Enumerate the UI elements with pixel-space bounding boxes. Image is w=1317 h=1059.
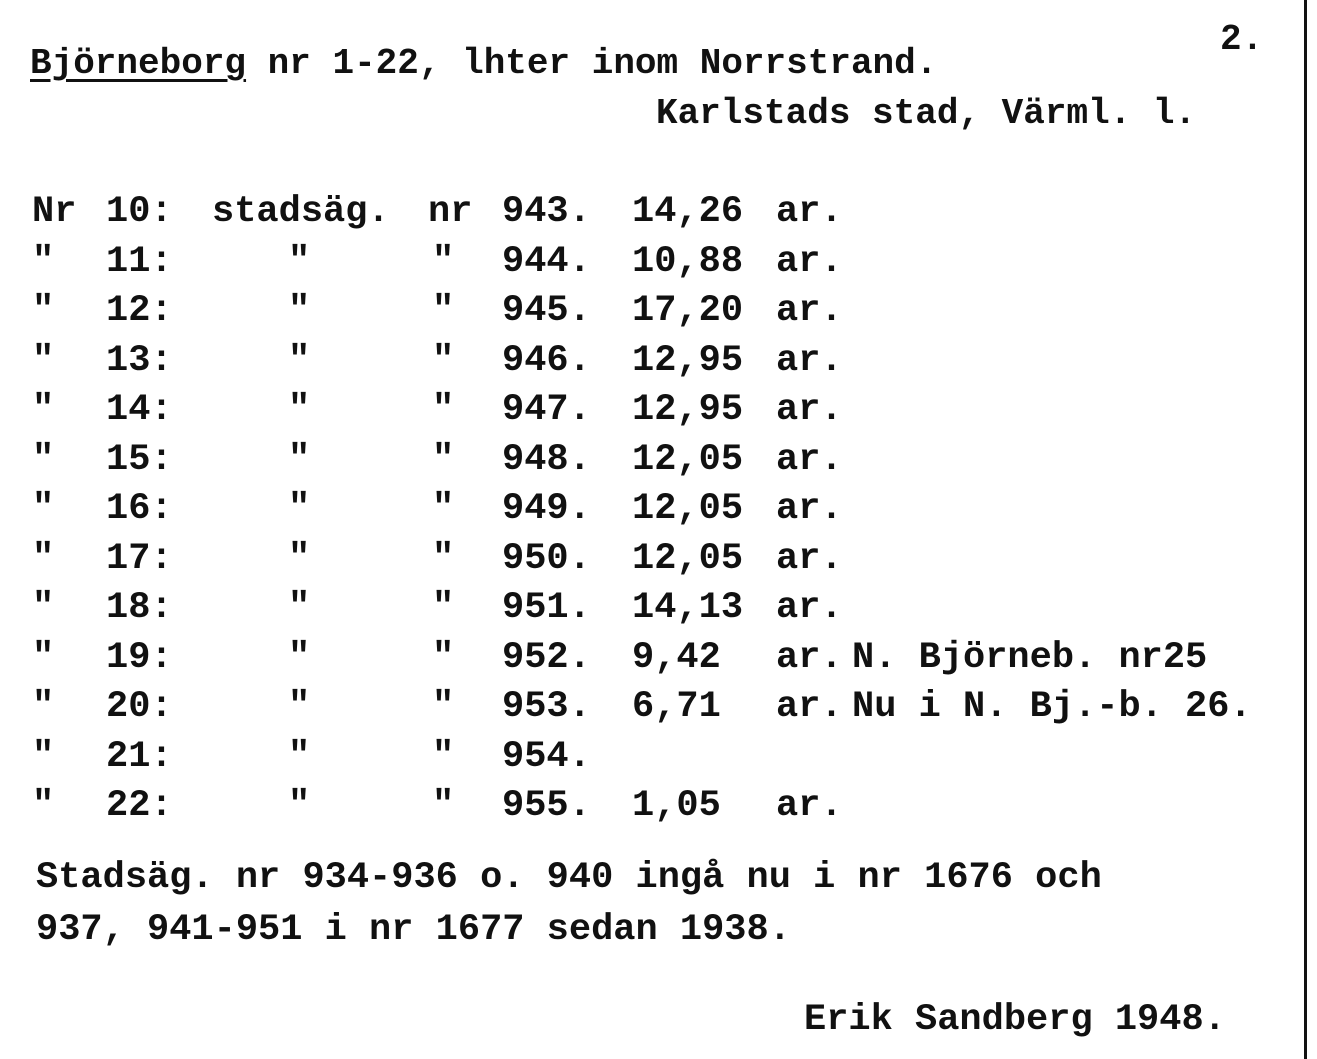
row-number: 944. [502,240,591,283]
row-note: Nu i N. Bj.-b. 26. [852,686,1252,728]
row-nr: 15: [106,438,173,481]
row-prefix: Nr [32,191,77,233]
row-col2: " [432,735,455,778]
row-prefix: " [32,438,55,481]
row-area: 12,05 [632,537,744,580]
row-number: 954. [502,735,591,778]
row-number: 953. [502,686,591,728]
row-number: 946. [502,339,591,382]
row-area: 17,20 [632,290,744,332]
row-area: 12,95 [632,389,744,431]
row-area: 12,95 [632,339,744,382]
row-prefix: " [32,735,55,778]
row-nr: 10: [106,191,173,233]
row-col1: " [288,636,311,679]
row-prefix: " [32,389,55,431]
row-col2: nr [428,191,473,233]
row-col1: " [288,290,311,332]
row-area: 12,05 [632,488,744,530]
row-prefix: " [32,686,55,728]
row-nr: 14: [106,389,173,431]
row-prefix: " [32,290,55,332]
signature: Erik Sandberg 1948. [804,999,1226,1041]
row-unit: ar. [776,636,843,679]
row-col1: " [288,339,311,382]
row-col2: " [432,438,455,481]
row-number: 952. [502,636,591,679]
row-col1: stadsäg. [212,191,390,233]
row-area: 12,05 [632,438,744,481]
row-col2: " [432,240,455,283]
row-col2: " [432,290,455,332]
row-prefix: " [32,537,55,580]
row-unit: ar. [776,686,843,728]
footer-line-1: Stadsäg. nr 934-936 o. 940 ingå nu i nr 1676 och [36,857,1102,899]
row-area: 10,88 [632,240,744,283]
row-number: 951. [502,587,591,629]
row-number: 949. [502,488,591,530]
row-number: 947. [502,389,591,431]
footer-line-2: 937, 941-951 i nr 1677 sedan 1938. [36,909,791,951]
row-area: 14,13 [632,587,744,629]
row-col1: " [288,438,311,481]
row-unit: ar. [776,488,843,530]
row-nr: 18: [106,587,173,629]
title-place: Björneborg [30,43,247,84]
row-nr: 17: [106,537,173,580]
row-nr: 16: [106,488,173,530]
row-col2: " [432,636,455,679]
page-number: 2. [1220,19,1264,60]
row-unit: ar. [776,339,843,382]
row-nr: 21: [106,735,173,778]
row-prefix: " [32,240,55,283]
row-col1: " [288,389,311,431]
row-col2: " [432,785,455,827]
row-unit: ar. [776,191,843,233]
row-area: 1,05 [632,785,721,827]
row-unit: ar. [776,785,843,827]
row-prefix: " [32,488,55,530]
row-col1: " [288,785,311,827]
row-note: N. Björneb. nr25 [852,636,1208,679]
row-nr: 13: [106,339,173,382]
row-area: 14,26 [632,191,744,233]
row-number: 955. [502,785,591,827]
row-unit: ar. [776,438,843,481]
row-col2: " [432,389,455,431]
row-col1: " [288,587,311,629]
row-prefix: " [32,587,55,629]
row-prefix: " [32,339,55,382]
row-col1: " [288,240,311,283]
row-area: 6,71 [632,686,721,728]
row-col1: " [288,735,311,778]
row-nr: 19: [106,636,173,679]
row-col1: " [288,488,311,530]
row-unit: ar. [776,389,843,431]
row-number: 950. [502,537,591,580]
row-number: 948. [502,438,591,481]
row-prefix: " [32,785,55,827]
row-col2: " [432,686,455,728]
row-col1: " [288,537,311,580]
row-unit: ar. [776,587,843,629]
row-nr: 20: [106,686,173,728]
row-col2: " [432,587,455,629]
row-unit: ar. [776,290,843,332]
row-unit: ar. [776,537,843,580]
row-col2: " [432,339,455,382]
row-number: 943. [502,191,591,233]
row-nr: 22: [106,785,173,827]
row-nr: 11: [106,240,173,283]
row-col2: " [432,488,455,530]
card-subtitle: Karlstads stad, Värml. l. [656,93,1197,134]
title-rest: nr 1-22, lhter inom Norrstrand. [267,43,938,84]
row-nr: 12: [106,290,173,332]
card-title [30,43,938,84]
row-number: 945. [502,290,591,332]
row-col2: " [432,537,455,580]
row-unit: ar. [776,240,843,283]
row-col1: " [288,686,311,728]
row-prefix: " [32,636,55,679]
row-area: 9,42 [632,636,721,679]
